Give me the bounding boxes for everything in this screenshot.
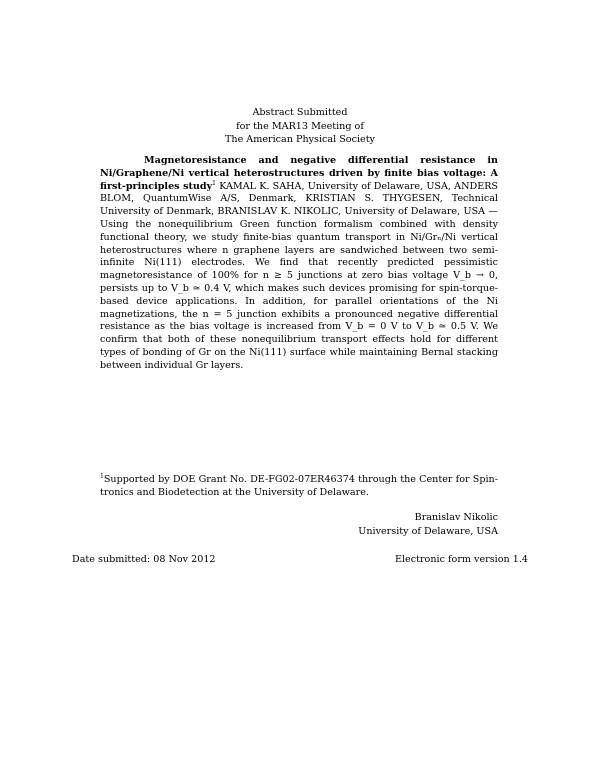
header-line-3: The American Physical Society — [225, 134, 375, 145]
abstract-authors: KAMAL K. SAHA, University of Delaware, USA, ANDERS BLOM, QuantumWise A/S, Denmark, KRISTIAN S. THYGESEN, Technical University of Denmark, BRANISLAV K. NIKOLIC, University of Delaware, USA — — [100, 180, 498, 218]
footnote — [100, 474, 498, 500]
form-version: Electronic form version 1.4 — [394, 554, 528, 565]
submitter-affiliation: University of Delaware, USA — [358, 525, 498, 537]
header-line-1: Abstract Submitted — [252, 107, 348, 118]
footnote-marker: 1 — [212, 179, 216, 187]
footnote-number: 1 — [100, 472, 104, 480]
submission-header — [0, 106, 600, 147]
date-submitted: Date submitted: 08 Nov 2012 — [72, 554, 216, 565]
abstract-body — [100, 155, 498, 373]
submitter-name: Branislav Nikolic — [414, 512, 498, 523]
header-line-2: for the MAR13 Meeting of — [236, 120, 364, 132]
abstract-text: Using the nonequilibrium Green function formalism combined with density functional theory, we study finite-bias quantum transport in Ni/Grₙ/Ni vertical heterostructures where n graphene layers are sandwiched between two semi-infinite Ni(111) electrodes. We find that recently predicted pessimistic magnetoresistance of 100% for n ≥ 5 junctions at zero bias voltage V_b → 0, persists up to V_b ≃ 0.4 V, which makes such devices promising for spin-torque-based device applications. In addition, for parallel orientations of the Ni magnetizations, the n = 5 junction exhibits a pronounced negative differential resistance as the bias voltage is increased from V_b = 0 V to V_b ≃ 0.5 V. We confirm that both of these nonequilibrium transport effects hold for different types of bonding of Gr on the Ni(111) surface while maintaining Bernal stacking between individual Gr layers. — [100, 218, 498, 371]
footnote-text: Supported by DOE Grant No. DE-FG02-07ER46374 through the Center for Spintronics and Biodetection at the University of Delaware. — [100, 474, 498, 498]
submitter-block — [358, 511, 498, 538]
abstract-title: Magnetoresistance and negative differential resistance in Ni/Graphene/Ni vertical heterostructures driven by finite bias voltage: A first-principles study — [100, 155, 498, 192]
